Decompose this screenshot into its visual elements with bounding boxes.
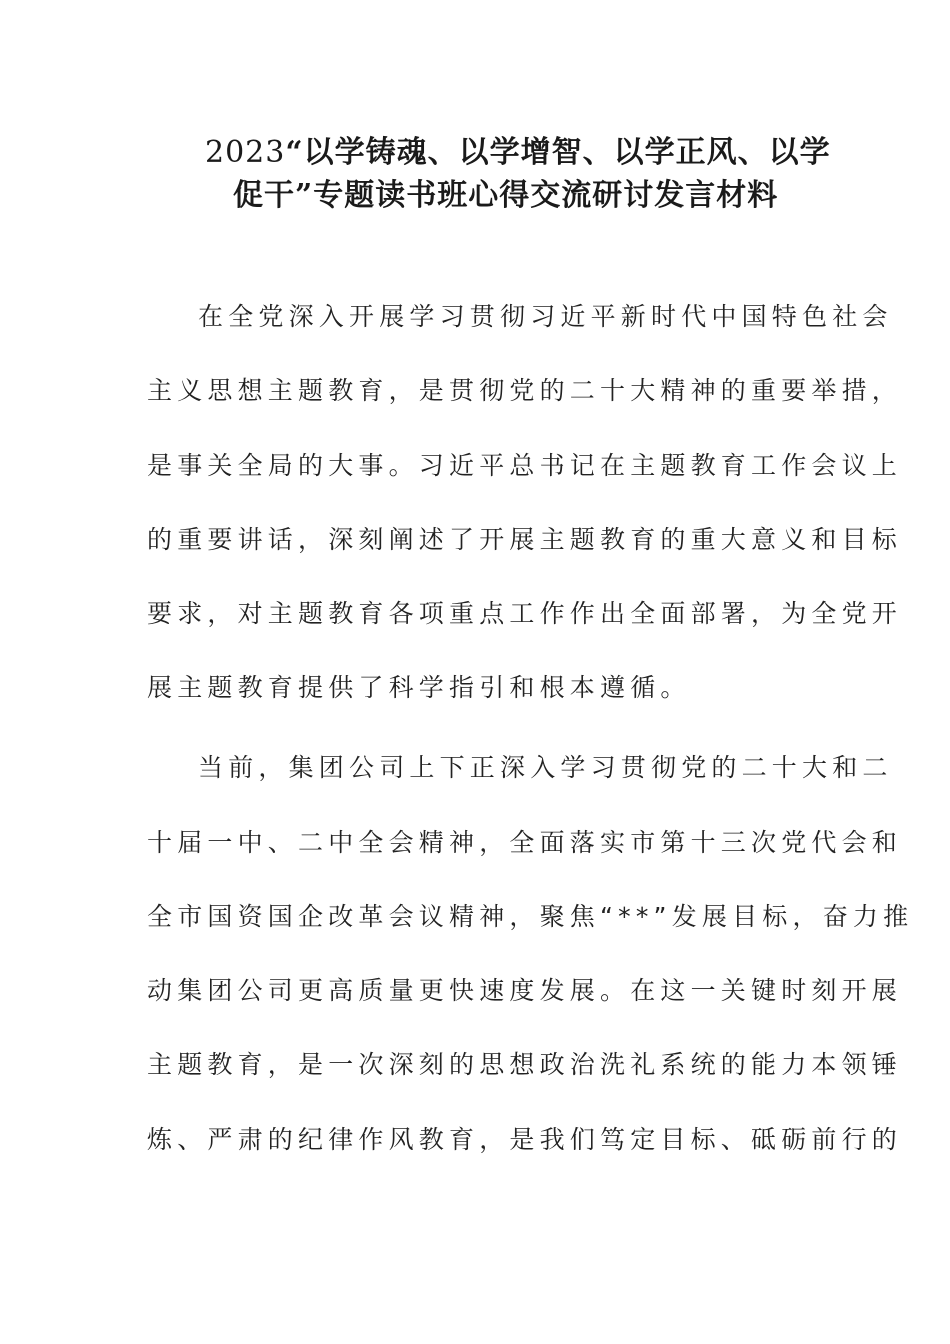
paragraph-line: 主义思想主题教育，是贯彻党的二十大精神的重要举措， [147,376,903,405]
paragraph-line: 主题教育，是一次深刻的思想政治洗礼系统的能力本领锤 [147,1050,903,1079]
title-text-1: “以学铸魂、以学增智、以学正风、以学 [285,135,831,170]
title-year: 2023 [205,135,286,170]
document-title-line-2: 促干”专题读书班心得交流研讨发言材料 [233,178,779,213]
document-title-line-1 [205,133,831,173]
paragraph-line: 炼、严肃的纪律作风教育，是我们笃定目标、砥砺前行的 [147,1125,903,1154]
paragraph-line: 是事关全局的大事。习近平总书记在主题教育工作会议上 [147,451,903,480]
paragraph-line: 展主题教育提供了科学指引和根本遵循。 [147,673,691,702]
paragraph-line: 十届一中、二中全会精神，全面落实市第十三次党代会和 [147,828,903,857]
paragraph-line: 要求，对主题教育各项重点工作作出全面部署，为全党开 [147,599,903,628]
paragraph-line: 全市国资国企改革会议精神，聚焦“**”发展目标，奋力推 [147,902,914,931]
paragraph-line: 的重要讲话，深刻阐述了开展主题教育的重大意义和目标 [147,525,903,554]
paragraph-line: 当前，集团公司上下正深入学习贯彻党的二十大和二 [198,753,893,782]
paragraph-line: 动集团公司更高质量更快速度发展。在这一关键时刻开展 [147,976,903,1005]
paragraph-line: 在全党深入开展学习贯彻习近平新时代中国特色社会 [198,302,893,331]
